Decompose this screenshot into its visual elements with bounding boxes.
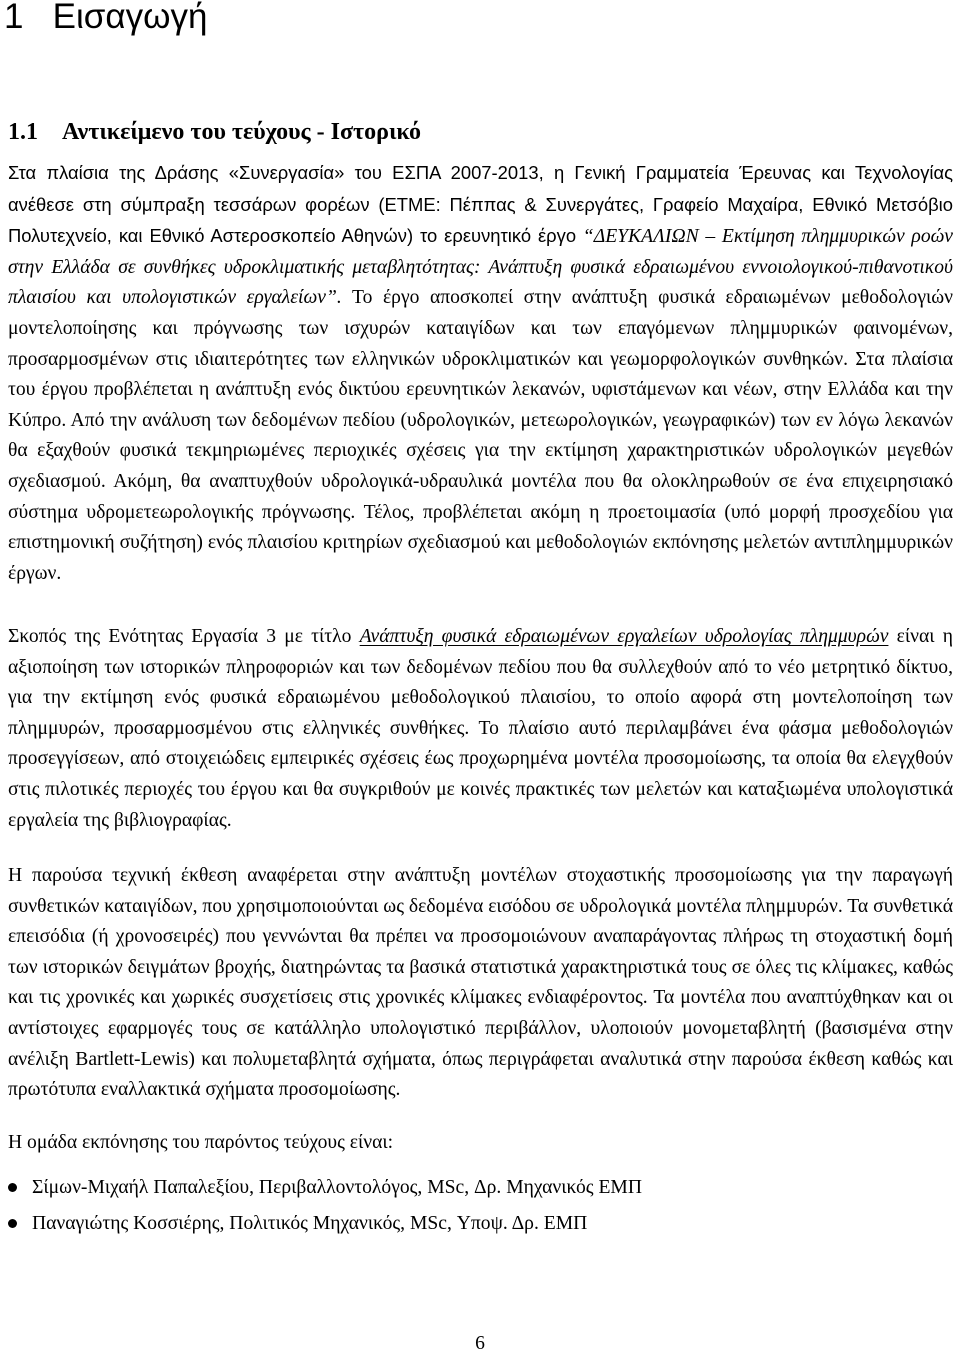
work-package-description: είναι η αξιοποίηση των ιστορικών πληροφοριών και των δεδομένων πεδίου που θα συλλεχθούν από το νέο μετρητικό δίκτυο, για την εκτίμηση ενός φυσικά εδραιωμένου μεθοδολογικού πλαισίου, το οποίο αφορά στη μοντελοποίηση των πλημμυρών, προσαρμοσμένου στις ελληνικές συνθήκες. Το πλαίσιο αυτό περιλαμβάνει ένα φάσμα μεθοδολογιών προσεγγίσεων, από στοιχειώδεις εμπειρικές σχέσεις έως προχωρημένα μοντέλα προσομοίωσης, τα οποία θα ελεγχθούν στις πιλοτικές περιοχές του έργου και θα συγκριθούν με κοινές πρακτικές των μελετών και καταξιωμένα υπολογιστικά εργαλεία της βιβλιογραφίας. [8,626,953,831]
paragraph-report-scope: Η παρούσα τεχνική έκθεση αναφέρεται στην ανάπτυξη μοντέλων στοχαστικής προσομοίωσης για την παραγωγή συνθετικών καταιγίδων, που χρησιμοποιούνται ως δεδομένα εισόδου σε υδρολογικά μοντέλα πλημμυρών. Τα συνθετικά επεισόδια (ή χρονοσειρές) που γεννώνται θα πρέπει να προσομοιώνουν αναπαράγοντας πλήρως τη στοχαστική δομή των ιστορικών δειγμάτων βροχής, διατηρώντας τα βασικά στατιστικά χαρακτηριστικά τους σε όλες τις κλίμακες, καθώς και τις χρονικές και χωρικές συσχετίσεις στις χρονικές κλίμακες ενδιαφέροντος. Τα μοντέλα που αναπτύχθηκαν και οι αντίστοιχες εφαρμογές τους σε κατάλληλο υπολογιστικό περιβάλλον, υλοποιούν μονομεταβλητή (βασισμένα στην ανέλιξη Bartlett-Lewis) και πολυμεταβλητά σχήματα, όπως περιγράφεται αναλυτικά στην παρούσα έκθεση καθώς και πρωτότυπα εναλλακτικά σχήματα προσομοίωσης. [8,865,953,1101]
paragraph-team-intro: Η ομάδα εκπόνησης του παρόντος τεύχους είναι: [8,1132,394,1153]
project-description-text: Το έργο αποσκοπεί στην ανάπτυξη φυσικά εδραιωμένων μεθοδολογιών μοντελοποίησης και πρόγνωσης των ισχυρών καταιγίδων και των επαγόμενων πλημμυρικών φαινομένων, προσαρμοσμένων στις ιδιαιτερότητες των ελληνικών υδροκλιματικών και γεωμορφολογικών συνθηκών. Στα πλαίσια του έργου προβλέπεται η ανάπτυξη ενός δικτύου ερευνητικών λεκανών, υφιστάμενων και νέων, στην Ελλάδα και την Κύπρο. Από την ανάλυση των δεδομένων πεδίου (υδρολογικών, μετεωρολογικών, γεωγραφικών) των εν λόγω λεκανών θα εξαχθούν φυσικά τεκμηριωμένες περιοχικές σχέσεις για την εκτίμηση χαρακτηριστικών υδρολογικών μεγεθών σχεδιασμού. Ακόμη, θα αναπτυχθούν υδρολογικά-υδραυλικά μοντέλα που θα ολοκληρωθούν σε ένα επιχειρησιακό σύστημα υδρομετεωρολογικής πρόγνωσης. Τέλος, προβλέπεται ακόμη η προετοιμασία (υπό μορφή προσχεδίου για επιστημονική συζήτηση) ενός πλαισίου κριτηρίων σχεδιασμού και μεθοδολογιών εκπόνησης μελετών αντιπλημμυρικών έργων. [8,287,954,584]
section-title: Αντικείμενο του τεύχους - Ιστορικό [62,119,422,145]
chapter-number: 1 [4,0,24,36]
chapter-title: Εισαγωγή [52,0,208,36]
work-package-title: Ανάπτυξη φυσικά εδραιωμένων εργαλείων υδρολογίας πλημμυρών [359,626,889,647]
bullet-icon [8,1219,17,1228]
project-title-italic: “ΔΕΥΚΑΛΙΩΝ – Εκτίμηση πλημμυρικών ροών στην Ελλάδα σε συνθήκες υδροκλιματικής μεταβλητότητας: Ανάπτυξη φυσικά εδραιωμένου εννοιολογικού-πιθανοτικού πλαισίου και υπολογιστικών εργαλείων”. [8,226,953,309]
paragraph-work-package [8,622,953,836]
work-package-intro: Σκοπός της Ενότητας Εργασία 3 με τίτλο [8,626,352,647]
bullet-icon [8,1183,17,1192]
paragraph-project-history [8,158,953,589]
project-intro-text: Στα πλαίσια της Δράσης «Συνεργασία» του ΕΣΠΑ 2007-2013, η Γενική Γραμματεία Έρευνας και Τεχνολογίας ανέθεσε στη σύμπραξη τεσσάρων φορέων (ΕΤΜΕ: Πέππας & Συνεργάτες, Γραφείο Μαχαίρα, Εθνικό Μετσόβιο Πολυτεχνείο, και Εθνικό Αστεροσκοπείο Αθηνών) το ερευνητικό έργο [8,162,953,247]
team-member-text: Παναγιώτης Κοσσιέρης, Πολιτικός Μηχανικός, MSc, Υποψ. Δρ. ΕΜΠ [32,1213,588,1234]
section-number: 1.1 [8,119,38,145]
team-member-text: Σίμων-Μιχαήλ Παπαλεξίου, Περιβαλλοντολόγος, MSc, Δρ. Μηχανικός ΕΜΠ [32,1177,642,1198]
section-heading [8,116,421,148]
team-member-item [0,1170,960,1206]
chapter-heading [4,0,207,40]
team-list [0,1170,960,1242]
team-member-item [0,1206,960,1242]
page-number: 6 [475,1333,485,1354]
